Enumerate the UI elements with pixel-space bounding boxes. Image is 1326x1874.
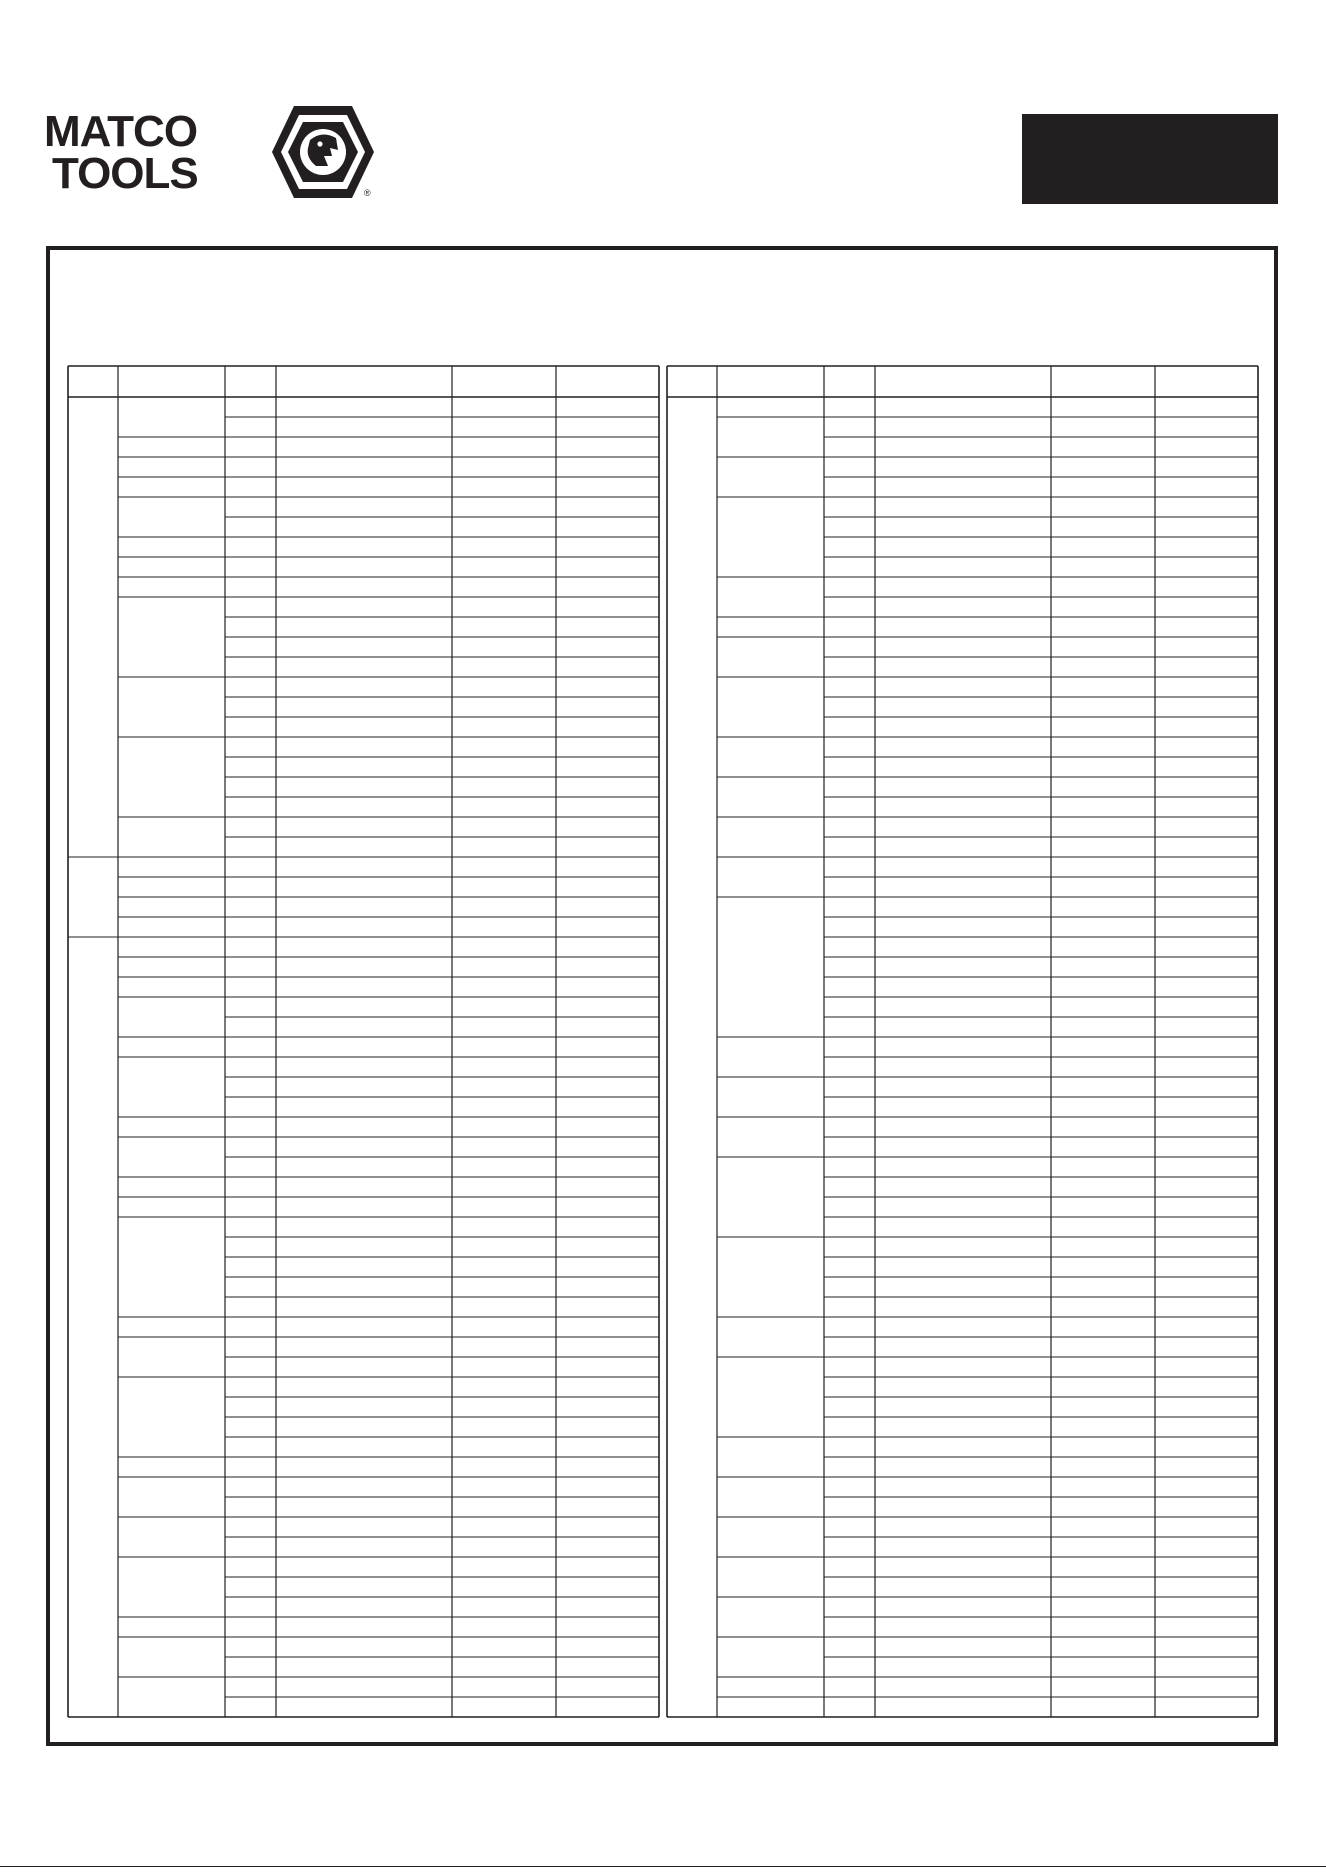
registered-mark: ® <box>364 188 371 198</box>
logo-line-2: TOOLS <box>52 149 198 198</box>
logo-line-1: MATCO <box>44 107 198 156</box>
footer-rule <box>0 1866 1326 1867</box>
